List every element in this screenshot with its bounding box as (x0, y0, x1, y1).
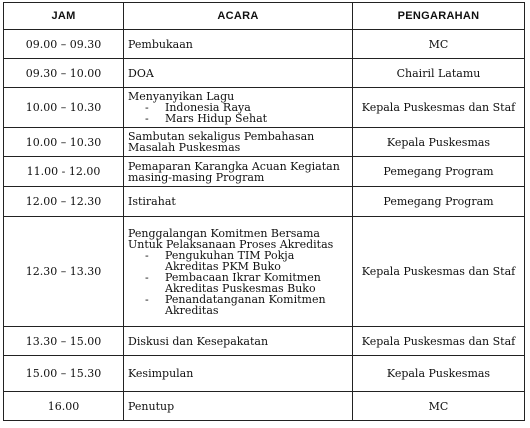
time-cell: 16.00 (4, 392, 124, 421)
header-row (4, 3, 525, 30)
activity-cell: DOA (124, 59, 353, 88)
table-row (4, 157, 525, 187)
table-row (4, 356, 525, 392)
sub-item: - Indonesia Raya (145, 102, 348, 113)
sub-item: - Pembacaan Ikrar Komitmen Akreditas Puskesmas Buko (145, 272, 348, 294)
sub-list (128, 250, 348, 316)
direction-cell: Kepala Puskesmas dan Staf (353, 217, 525, 327)
direction-cell: Pemegang Program (353, 157, 525, 187)
header-activity: ACARA (124, 3, 353, 30)
activity-cell: Pemaparan Karangka Acuan Kegiatan masing-masing Program (124, 157, 353, 187)
activity-cell (124, 217, 353, 327)
direction-cell: Pemegang Program (353, 187, 525, 217)
activity-cell: Sambutan sekaligus Pembahasan Masalah Puskesmas (124, 128, 353, 157)
table-row (4, 392, 525, 421)
direction-cell: Chairil Latamu (353, 59, 525, 88)
sub-item: - Mars Hidup Sehat (145, 113, 348, 124)
schedule-table (3, 2, 525, 421)
time-cell: 15.00 – 15.30 (4, 356, 124, 392)
direction-cell: Kepala Puskesmas dan Staf (353, 327, 525, 356)
header-direction: PENGARAHAN (353, 3, 525, 30)
table-row (4, 217, 525, 327)
time-cell: 09.00 – 09.30 (4, 30, 124, 59)
activity-title: Penggalangan Komitmen Bersama Untuk Pelaksanaan Proses Akreditas (128, 226, 334, 251)
time-cell: 11.00 - 12.00 (4, 157, 124, 187)
activity-cell: Penutup (124, 392, 353, 421)
activity-cell: Kesimpulan (124, 356, 353, 392)
activity-cell: Istirahat (124, 187, 353, 217)
header-time: JAM (4, 3, 124, 30)
direction-cell: MC (353, 30, 525, 59)
time-cell: 13.30 – 15.00 (4, 327, 124, 356)
time-cell: 10.00 – 10.30 (4, 128, 124, 157)
sub-item: - Pengukuhan TIM Pokja Akreditas PKM Buko (145, 250, 348, 272)
time-cell: 12.30 – 13.30 (4, 217, 124, 327)
table-row (4, 59, 525, 88)
activity-title: Menyanyikan Lagu (128, 90, 235, 103)
direction-cell: Kepala Puskesmas dan Staf (353, 88, 525, 128)
sub-list (128, 102, 348, 124)
table-row (4, 327, 525, 356)
table-row (4, 88, 525, 128)
activity-cell (124, 88, 353, 128)
table-row (4, 30, 525, 59)
activity-cell: Diskusi dan Kesepakatan (124, 327, 353, 356)
direction-cell: Kepala Puskesmas (353, 356, 525, 392)
time-cell: 12.00 – 12.30 (4, 187, 124, 217)
direction-cell: MC (353, 392, 525, 421)
activity-cell: Pembukaan (124, 30, 353, 59)
table-row (4, 187, 525, 217)
time-cell: 10.00 – 10.30 (4, 88, 124, 128)
sub-item: - Penandatanganan Komitmen Akreditas (145, 294, 348, 316)
direction-cell: Kepala Puskesmas (353, 128, 525, 157)
table-row (4, 128, 525, 157)
time-cell: 09.30 – 10.00 (4, 59, 124, 88)
